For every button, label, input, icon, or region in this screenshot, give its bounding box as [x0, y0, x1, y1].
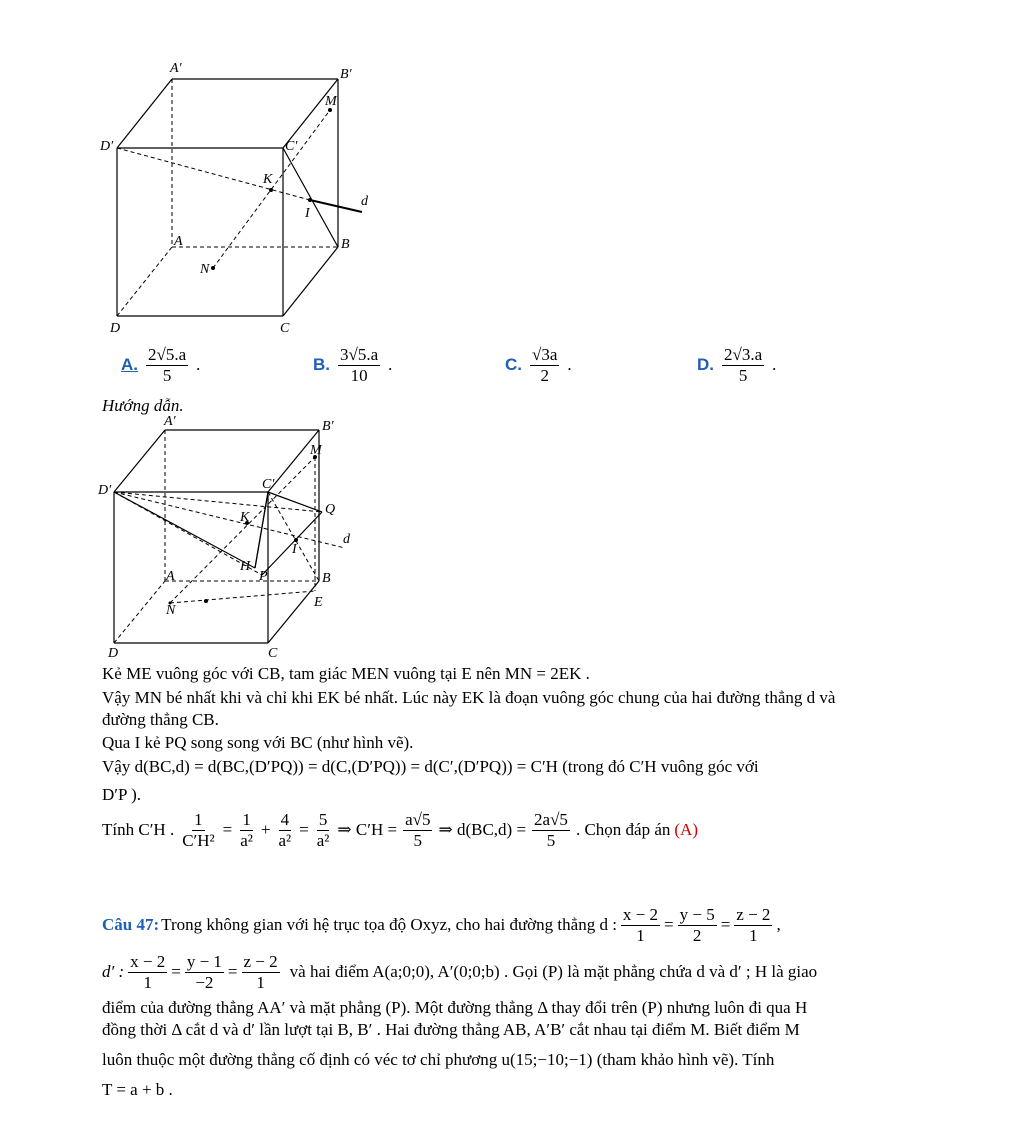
solution-line-7: Tính C′H . $\frac{1}{\text{C′H²}}$ = $\frac{1}{\text{a²}}$ + $\frac{4}{\text{a²}}$ = $\frac{5}{\text{a²}}$ ⇒ C′H = $\frac{a√5}{5}$ ⇒ d(BC,d) = $\frac{2a√5}{5}$ . Chọn đáp án (A)	[102, 810, 698, 850]
question-line-4: đồng thời Δ cắt d và d′ lần lượt tại B, B′ . Hai đường thẳng AB, A′B′ cắt nhau tại điểm M. Biết điểm M	[102, 1020, 800, 1039]
solution-line-1: Kẻ ME vuông góc với CB, tam giác MEN vuông tại E nên MN = 2EK .	[102, 664, 590, 683]
label-D: D	[110, 321, 121, 336]
option-a[interactable]	[121, 345, 200, 385]
label2-d: d	[343, 532, 350, 547]
label-B1: B′	[340, 67, 352, 82]
label-I: I	[305, 206, 310, 221]
choose-answer: . Chọn đáp án	[575, 820, 671, 840]
label-N: N	[200, 262, 210, 277]
label-M: M	[325, 94, 337, 109]
label-K: K	[263, 172, 273, 187]
question-text-1: Trong không gian với hệ trục tọa độ Oxyz, cho hai đường thẳng d :	[161, 915, 617, 935]
question-line-3: điểm của đường thẳng AA′ và mặt phẳng (P). Một đường thẳng Δ thay đổi trên (P) nhưng luôn đi qua H	[102, 998, 808, 1017]
solution-line-6: D′P ).	[102, 785, 141, 804]
option-a-num: 2√5.a	[148, 345, 187, 364]
solution-line-2: Vậy MN bé nhất khi và chỉ khi EK bé nhất. Lúc này EK là đoạn vuông góc chung của hai đường thẳng d và	[102, 688, 836, 707]
label2-C1: C′	[262, 477, 275, 492]
label2-M: M	[310, 443, 322, 458]
option-a-suffix: .	[196, 355, 201, 375]
option-d-den: 5	[738, 365, 748, 385]
option-a-den: 5	[162, 365, 172, 385]
option-a-label: A.	[121, 355, 138, 375]
label2-A: A	[166, 569, 175, 584]
label2-N: N	[166, 603, 176, 618]
option-c-num: √3a	[532, 345, 558, 364]
option-b-num: 3√5.a	[340, 345, 379, 364]
option-c-den: 2	[540, 365, 549, 385]
question-line-6: T = a + b .	[102, 1080, 173, 1099]
calc-dist: ⇒ d(BC,d) =	[438, 820, 527, 840]
label-d: d	[361, 194, 368, 209]
question-line-1: Câu 47: Trong không gian với hệ trục tọa độ Oxyz, cho hai đường thẳng d : $\frac{x - 2}{1}$ = $\frac{y - 5}{2}$ = $\frac{z - 2}{1}$ ,	[102, 905, 781, 945]
solution-line-5: Vậy d(BC,d) = d(BC,(D′PQ)) = d(C,(D′PQ)) = d(C′,(D′PQ)) = C′H (trong đó C′H vuông góc với	[102, 757, 759, 776]
calc-ch: ⇒ C′H =	[337, 820, 398, 840]
option-b-den: 10	[350, 365, 368, 385]
label-D1: D′	[100, 139, 114, 154]
option-c-suffix: .	[567, 355, 572, 375]
label2-D: D	[108, 646, 119, 661]
option-b-suffix: .	[388, 355, 393, 375]
label2-A1: A′	[164, 414, 176, 429]
question-line-5: luôn thuộc một đường thẳng cố định có véc tơ chỉ phương u(15;−10;−1) (tham khảo hình vẽ). Tính	[102, 1050, 775, 1069]
answer-letter: (A)	[674, 820, 698, 840]
option-d[interactable]	[697, 345, 776, 385]
figure-2-cube	[95, 412, 365, 662]
solution-line-3: đường thẳng CB.	[102, 710, 219, 729]
label2-H: H	[240, 559, 251, 574]
option-b[interactable]	[313, 345, 392, 385]
question-line-2: d′ : $\frac{x - 2}{1}$ = $\frac{y - 1}{-2}$ = $\frac{z - 2}{1}$ và hai điểm A(a;0;0), A′(0;0;b) . Gọi (P) là mặt phẳng chứa d và d′ ; H là giao	[102, 952, 818, 992]
label2-B: B	[322, 571, 331, 586]
label2-P: P	[259, 569, 268, 584]
option-c-label: C.	[505, 355, 522, 375]
label2-E: E	[314, 595, 323, 610]
label2-I: I	[292, 542, 297, 557]
label2-Q: Q	[325, 502, 336, 517]
figure-1-cube	[95, 55, 395, 340]
label-C1: C′	[285, 139, 298, 154]
label2-C: C	[268, 646, 278, 661]
label-C: C	[280, 321, 290, 336]
guide-title: Hướng dẫn.	[102, 396, 184, 415]
label2-B1: B′	[322, 419, 334, 434]
label2-K: K	[240, 510, 250, 525]
label-B: B	[341, 237, 350, 252]
label-A1: A′	[170, 61, 182, 76]
option-d-label: D.	[697, 355, 714, 375]
solution-line-4: Qua I kẻ PQ song song với BC (như hình vẽ).	[102, 733, 414, 752]
question-text-2: và hai điểm A(a;0;0), A′(0;0;b) . Gọi (P) là mặt phẳng chứa d và d′ ; H là giao	[289, 962, 818, 982]
label2-D1: D′	[98, 483, 112, 498]
label-A: A	[174, 234, 183, 249]
option-c[interactable]	[505, 345, 572, 385]
option-d-num: 2√3.a	[724, 345, 763, 364]
question-label: Câu 47:	[102, 915, 160, 935]
calc-intro: Tính C′H .	[102, 820, 175, 840]
option-b-label: B.	[313, 355, 330, 375]
option-d-suffix: .	[772, 355, 777, 375]
